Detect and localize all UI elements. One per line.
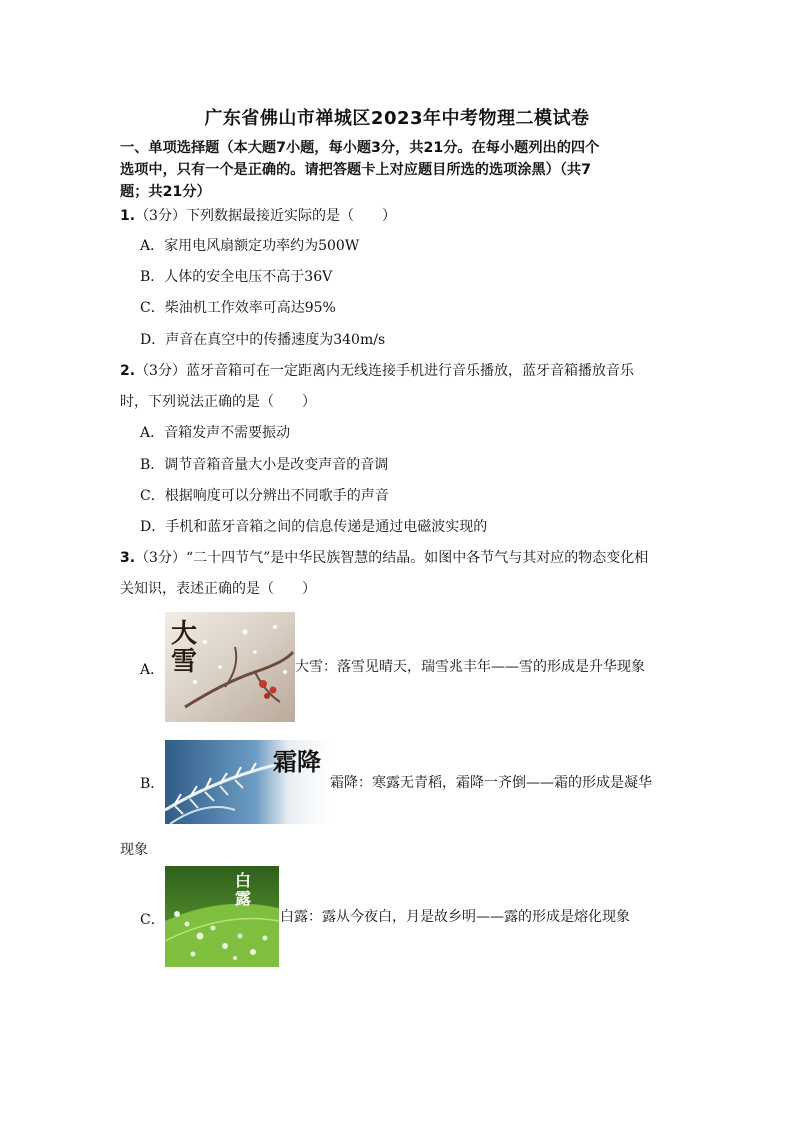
- question-1-stem: [120, 206, 680, 226]
- question-text: （3分）蓝牙音箱可在一定距离内无线连接手机进行音乐播放，蓝牙音箱播放音乐: [135, 363, 634, 379]
- heavy-snow-image: [165, 612, 295, 722]
- question-number: 2.: [120, 363, 136, 379]
- question-2-option-d: D．手机和蓝牙音箱之间的信息传递是通过电磁波实现的: [140, 519, 488, 535]
- question-3-option-c-label: C．: [140, 912, 165, 928]
- question-3-option-b-wrap: 现象: [120, 842, 148, 858]
- question-2-stem-line-2: 时，下列说法正确的是（ ）: [120, 394, 316, 410]
- question-2-stem: [120, 361, 680, 381]
- question-1-option-d: D．声音在真空中的传播速度为340m/s: [140, 332, 386, 348]
- question-3-option-c-text: 白露：露从今夜白，月是故乡明——露的形成是熔化现象: [280, 909, 630, 925]
- question-number: 1.: [120, 208, 136, 224]
- heavy-snow-image-caption: 大雪: [171, 619, 198, 677]
- white-dew-image-caption: 白露: [235, 871, 252, 908]
- question-1-option-a: A．家用电风扇额定功率约为500W: [140, 238, 360, 254]
- question-2-option-b: B．调节音箱音量大小是改变声音的音调: [140, 457, 389, 473]
- section-heading-line-1: 一、单项选择题（本大题7小题，每小题3分，共21分。在每小题列出的四个: [120, 140, 600, 156]
- question-1-option-c: C．柴油机工作效率可高达95%: [140, 300, 336, 316]
- question-2-option-c: C．根据响度可以分辨出不同歌手的声音: [140, 488, 389, 504]
- question-3-option-a-label: A．: [140, 662, 165, 678]
- question-text: （3分）下列数据最接近实际的是（ ）: [135, 208, 396, 224]
- question-3-option-b-label: B．: [140, 776, 165, 792]
- question-3-option-a-text: 大雪：落雪见晴天，瑞雪兆丰年——雪的形成是升华现象: [295, 659, 645, 675]
- section-heading-line-3: 题；共21分）: [120, 184, 211, 200]
- question-3-option-b-text: 霜降：寒露无青稻，霜降一齐倒——霜的形成是凝华: [330, 775, 652, 791]
- question-1-option-b: B．人体的安全电压不高于36V: [140, 269, 333, 285]
- white-dew-image: [165, 866, 279, 967]
- section-heading-line-2: 选项中，只有一个是正确的。请把答题卡上对应题目所选的选项涂黑）（共7: [120, 162, 591, 178]
- question-text: （3分）“二十四节气”是中华民族智慧的结晶。如图中各节气与其对应的物态变化相: [135, 550, 649, 566]
- question-3-stem-line-2: 关知识，表述正确的是（ ）: [120, 581, 316, 597]
- section-heading: [120, 137, 680, 203]
- question-number: 3.: [120, 550, 136, 566]
- question-2-option-a: A．音箱发声不需要振动: [140, 425, 291, 441]
- frost-descent-image: [165, 740, 330, 824]
- question-3-stem: [120, 548, 680, 568]
- exam-title: 广东省佛山市禅城区2023年中考物理二模试卷: [204, 108, 590, 129]
- frost-descent-image-caption: 霜降: [273, 747, 321, 776]
